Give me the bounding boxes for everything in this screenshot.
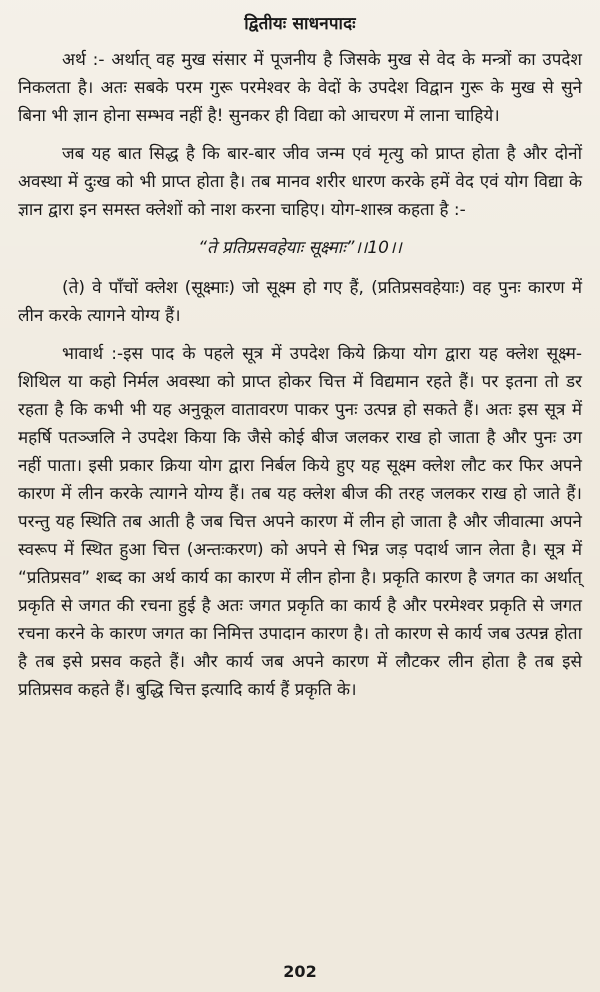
paragraph-bhavarth: भावार्थ :-इस पाद के पहले सूत्र में उपदेश किये क्रिया योग द्वारा यह क्लेश सूक्ष्म-शिथिल या कहो निर्मल अवस्था को प्राप्त होकर चित्त में विद्यमान रहते हैं। पर इतना तो डर रहता है कि कभी भी यह अनुकूल वातावरण पाकर पुनः उत्पन्न हो सकते हैं। अतः इस सूत्र में महर्षि पतञ्जलि ने उपदेश किया कि जैसे कोई बीज जलकर राख हो जाता है और पुनः उग नहीं पाता। इसी प्रकार क्रिया योग द्वारा निर्बल किये हुए यह सूक्ष्म क्लेश लौट कर फिर अपने कारण में लीन करके त्यागने योग्य हैं। तब यह क्लेश बीज की तरह जलकर राख हो जाते हैं। परन्तु यह स्थिति तब आती है जब चित्त अपने कारण में लीन हो जाता है और जीवात्मा अपने स्वरूप में स्थित हुआ चित्त (अन्तःकरण) को अपने से भिन्न जड़ पदार्थ जान लेता है। सूत्र में “प्रतिप्रसव” शब्द का अर्थ कार्य का कारण में लीन होना है। प्रकृति कारण है जगत का अर्थात् प्रकृति से जगत की रचना हुई है अतः जगत प्रकृति का कार्य है और परमेश्वर प्रकृति से जगत रचना करने के कारण जगत का निमित्त उपादान कारण है। तो कारण से कार्य जब उत्पन्न होता है तब इसे प्रसव कहते हैं। और कार्य जब अपने कारण में लौटकर लीन होता है तब इसे प्रतिप्रसव कहते हैं। बुद्धि चित्त इत्यादि कार्य हैं प्रकृति के। [18,344,582,700]
paragraph-sutra-explanation: (ते) वे पाँचों क्लेश (सूक्ष्माः) जो सूक्ष्म हो गए हैं, (प्रतिप्रसवहेयाः) वह पुनः कारण में लीन करके त्यागने योग्य हैं। [18,278,582,326]
page-header: द्वितीयः साधनपादः [244,14,356,34]
page-number: 202 [283,962,317,981]
paragraph-meaning: अर्थ :- अर्थात् वह मुख संसार में पूजनीय है जिसके मुख से वेद के मन्त्रों का उपदेश निकलता है। अतः सबके परम गुरू परमेश्वर के वेदों के उपदेश विद्वान गुरू के मुख से सुने बिना भी ज्ञान होना सम्भव नहीं है! सुनकर ही विद्या को आचरण में लाना चाहिये। [18,50,582,126]
paragraph-yoga-shastra: जब यह बात सिद्ध है कि बार-बार जीव जन्म एवं मृत्यु को प्राप्त होता है और दोनों अवस्था में दुःख को भी प्राप्त होता है। तब मानव शरीर धारण करके हमें वेद एवं योग विद्या के ज्ञान द्वारा इन समस्त क्लेशों को नाश करना चाहिए। योग-शास्त्र कहता है :- [18,144,583,220]
sutra-quote: “ते प्रतिप्रसवहेयाः सूक्ष्माः”।।10।। [198,238,402,258]
